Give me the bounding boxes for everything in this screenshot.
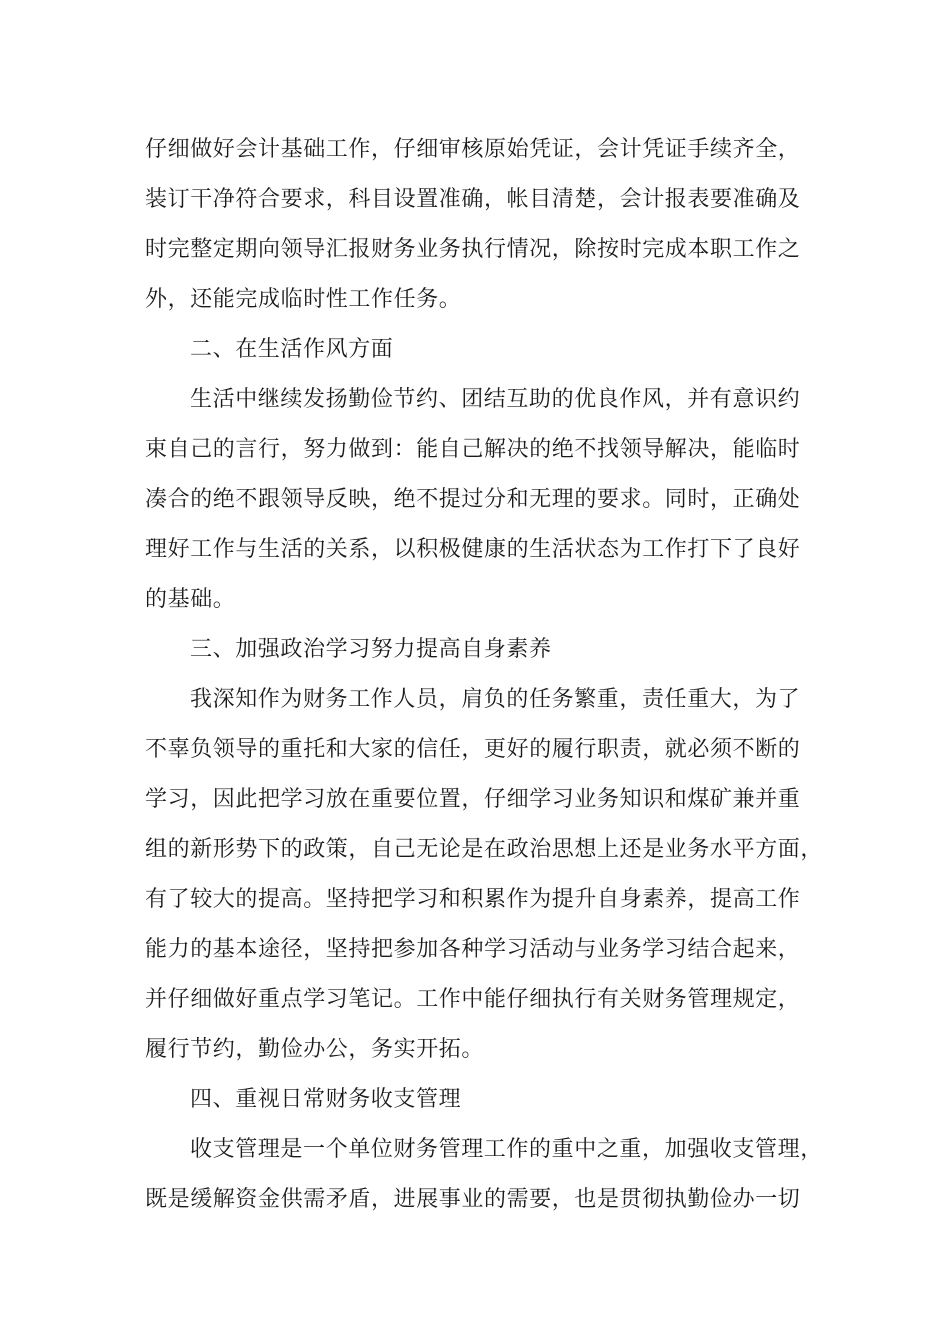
body-text-line: 学习，因此把学习放在重要位置，仔细学习业务知识和煤矿兼并重 [145, 787, 801, 812]
body-text-line: 并仔细做好重点学习笔记。工作中能仔细执行有关财务管理规定， [145, 987, 801, 1012]
section-heading: 四、重视日常财务收支管理 [190, 1087, 462, 1112]
section-heading: 三、加强政治学习努力提高自身素养 [190, 637, 552, 662]
body-text-line: 不辜负领导的重托和大家的信任，更好的履行职责，就必须不断的 [145, 737, 801, 762]
body-text-line: 的基础。 [145, 587, 236, 612]
body-text-line: 装订干净符合要求，科目设置准确，帐目清楚，会计报表要准确及 [145, 187, 801, 212]
body-text-line: 既是缓解资金供需矛盾，进展事业的需要，也是贯彻执勤俭办一切 [145, 1187, 801, 1212]
body-text-line: 外，还能完成临时性工作任务。 [145, 287, 462, 312]
body-text-line: 理好工作与生活的关系，以积极健康的生活状态为工作打下了良好 [145, 537, 801, 562]
body-text-line: 我深知作为财务工作人员，肩负的任务繁重，责任重大，为了 [190, 687, 801, 712]
body-text-line: 时完整定期向领导汇报财务业务执行情况，除按时完成本职工作之 [145, 237, 801, 262]
body-text-line: 仔细做好会计基础工作，仔细审核原始凭证，会计凭证手续齐全， [145, 137, 801, 162]
body-text-line: 凑合的绝不跟领导反映，绝不提过分和无理的要求。同时，正确处 [145, 487, 801, 512]
body-text-line: 履行节约，勤俭办公，务实开拓。 [145, 1037, 485, 1062]
body-text-line: 生活中继续发扬勤俭节约、团结互助的优良作风，并有意识约 [190, 387, 801, 412]
body-text-line: 收支管理是一个单位财务管理工作的重中之重，加强收支管理， [190, 1137, 823, 1162]
body-text-line: 能力的基本途径，坚持把参加各种学习活动与业务学习结合起来， [145, 937, 801, 962]
body-text-line: 束自己的言行，努力做到：能自己解决的绝不找领导解决，能临时 [145, 437, 801, 462]
section-heading: 二、在生活作风方面 [190, 337, 394, 362]
body-text-line: 组的新形势下的政策，自己无论是在政治思想上还是业务水平方面， [145, 837, 824, 862]
body-text-line: 有了较大的提高。坚持把学习和积累作为提升自身素养，提高工作 [145, 887, 801, 912]
